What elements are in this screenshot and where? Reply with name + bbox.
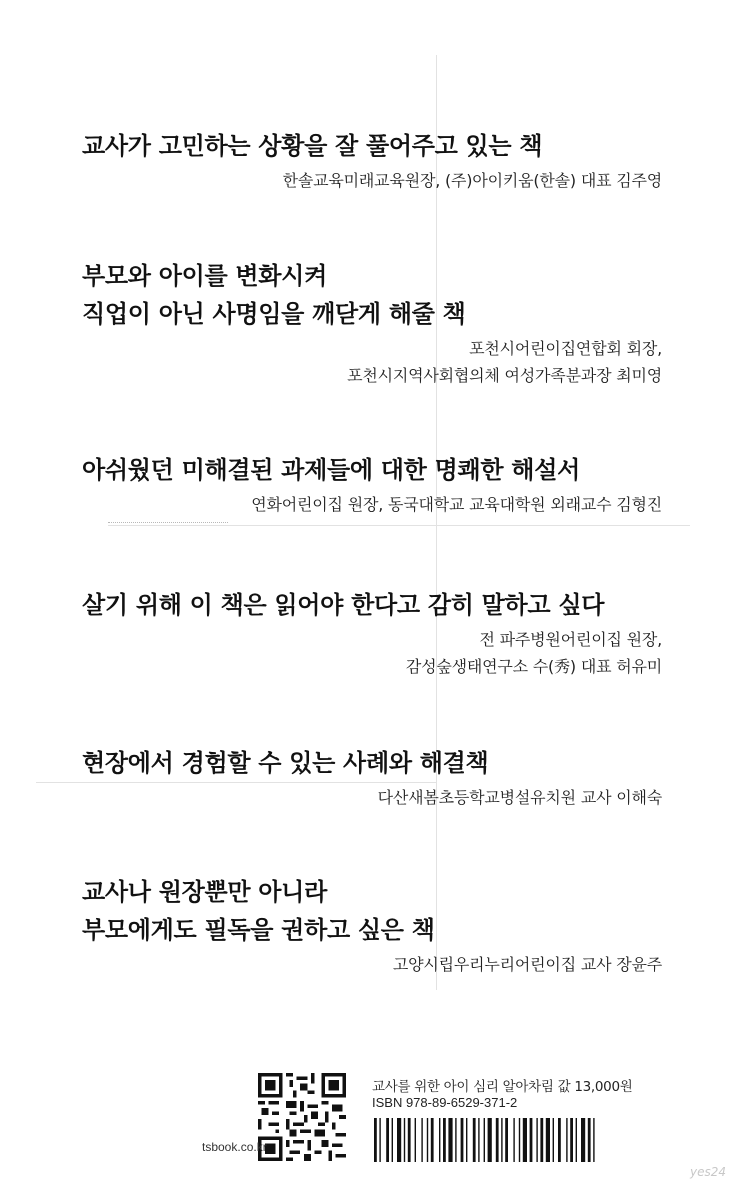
quote-attribution <box>82 335 682 389</box>
quote-block <box>82 744 682 811</box>
qr-code-icon[interactable] <box>258 1073 346 1161</box>
guide-line-horizontal <box>108 525 690 526</box>
headline-line: 아쉬웠던 미해결된 과제들에 대한 명쾌한 해설서 <box>82 456 580 484</box>
headline-line: 교사가 고민하는 상황을 잘 풀어주고 있는 책 <box>82 132 543 160</box>
attribution-line: 연화어린이집 원장, 동국대학교 교육대학원 외래교수 김형진 <box>251 495 662 514</box>
headline-line: 부모와 아이를 변화시켜 <box>82 262 327 290</box>
quote-attribution <box>82 167 682 194</box>
attribution-line: 고양시립우리누리어린이집 교사 장윤주 <box>392 955 662 974</box>
quote-block <box>82 451 682 518</box>
headline-line: 교사나 원장뿐만 아니라 <box>82 878 327 906</box>
price-line: 교사를 위한 아이 심리 알아차림 값 13,000원 <box>372 1079 633 1095</box>
headline-line: 현장에서 경험할 수 있는 사례와 해결책 <box>82 749 489 777</box>
headline-line: 부모에게도 필독을 권하고 싶은 책 <box>82 916 435 944</box>
attribution-line: 다산새봄초등학교병설유치원 교사 이해숙 <box>377 788 662 807</box>
quote-block <box>82 873 682 978</box>
quote-attribution <box>82 784 682 811</box>
quote-attribution <box>82 491 682 518</box>
quote-block <box>82 257 682 389</box>
quote-attribution <box>82 951 682 978</box>
attribution-line: 포천시어린이집연합회 회장, <box>469 339 662 358</box>
barcode-icon <box>372 1118 666 1162</box>
quote-headline <box>82 451 682 489</box>
guide-line-vertical <box>436 55 437 990</box>
dotted-divider <box>108 522 228 523</box>
quote-headline <box>82 257 682 333</box>
headline-line: 직업이 아닌 사명임을 깨닫게 해줄 책 <box>82 300 466 328</box>
attribution-line: 한솔교육미래교육원장, (주)아이키움(한솔) 대표 김주영 <box>282 171 662 190</box>
quote-headline <box>82 744 682 782</box>
publisher-website[interactable]: tsbook.co.kr <box>202 1140 267 1154</box>
watermark: yes24 <box>690 1165 727 1179</box>
quote-headline <box>82 586 682 624</box>
quote-headline <box>82 127 682 165</box>
attribution-line: 전 파주병원어린이집 원장, <box>479 630 662 649</box>
quote-attribution <box>82 626 682 680</box>
attribution-line: 포천시지역사회협의체 여성가족분과장 최미영 <box>347 366 662 385</box>
quote-block <box>82 586 682 680</box>
quote-headline <box>82 873 682 949</box>
attribution-line: 감성숲생태연구소 수(秀) 대표 허유미 <box>405 657 662 676</box>
headline-line: 살기 위해 이 책은 읽어야 한다고 감히 말하고 싶다 <box>82 591 605 619</box>
quote-block <box>82 127 682 194</box>
isbn-line: ISBN 978-89-6529-371-2 <box>372 1095 518 1110</box>
